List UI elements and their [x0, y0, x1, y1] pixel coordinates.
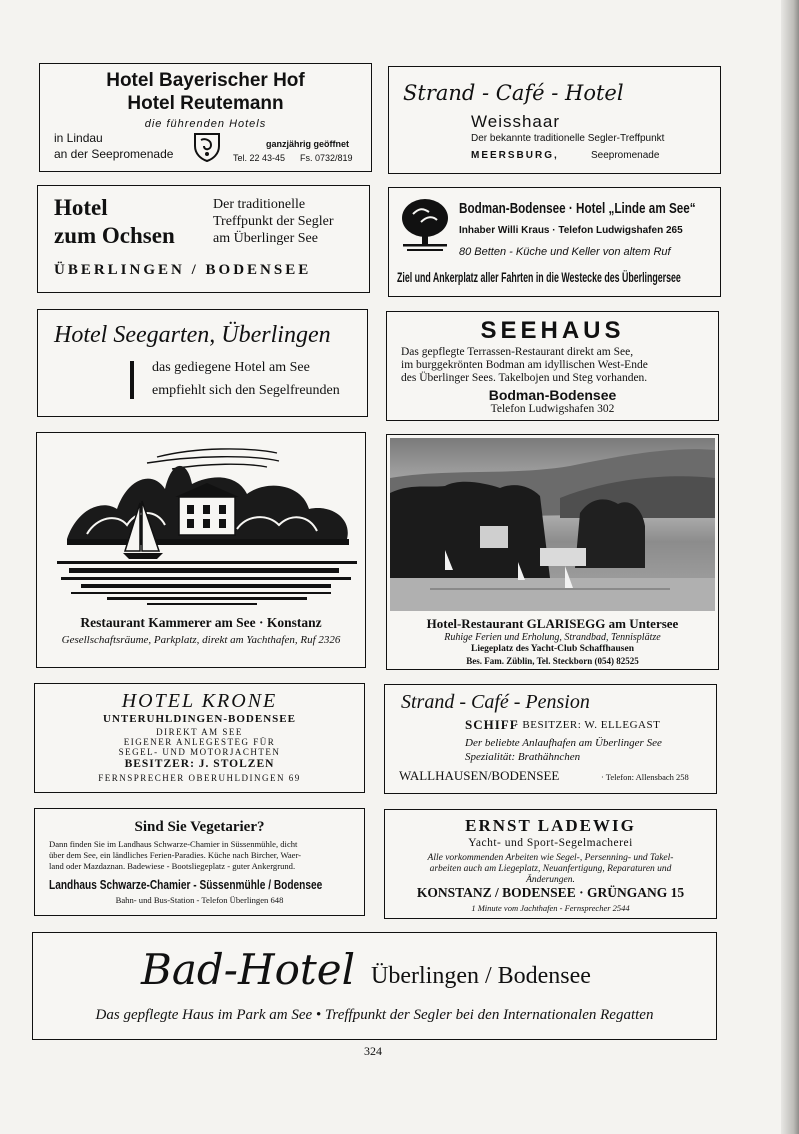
ad-town: ÜBERLINGEN / BODENSEE [54, 262, 312, 278]
ad-line1: UNTERUHLDINGEN-BODENSEE [103, 713, 296, 725]
ad-text-line3: des Überlinger Sees. Takelbojen und Steg vorhanden. [401, 372, 648, 384]
ad-pension-schiff [384, 684, 717, 794]
page-number: 324 [364, 1044, 382, 1058]
lake-house-drawing [47, 439, 359, 609]
ad-line3: Bes. Fam. Züblin, Tel. Steckborn (054) 82525 [466, 656, 639, 666]
ad-owner: BESITZER: J. STOLZEN [124, 758, 275, 770]
ad-text-line3: Änderungen. [526, 875, 575, 885]
ad-title: Bodman-Bodensee · Hotel „Linde am See“ [459, 200, 696, 217]
hotel-crest-icon [193, 132, 221, 162]
ad-hotel-seegarten [37, 309, 368, 417]
ad-title: Hotel Seegarten, Überlingen [54, 322, 331, 348]
ad-title-line1: Hotel Bayerischer Hof [106, 70, 305, 91]
ad-fernschreiber: Fs. 0732/819 [300, 153, 353, 163]
ad-bad-hotel [32, 932, 717, 1040]
ad-hotel-name: Weisshaar [471, 112, 560, 131]
ad-title-line1: Hotel [54, 195, 108, 220]
ad-line1: Ruhige Ferien und Erholung, Strandbad, Tennisplätze [444, 632, 661, 643]
ad-location-line1: in Lindau [54, 131, 103, 145]
ad-hotel-krone [34, 683, 365, 793]
ad-line2: Liegeplatz des Yacht-Club Schaffhausen [470, 644, 634, 654]
ad-restaurant-kammerer [36, 432, 366, 668]
ad-title: Sind Sie Vegetarier? [134, 819, 265, 835]
ad-station: Bahn- und Bus-Station - Telefon Überlingen 648 [115, 895, 284, 905]
ad-telephone: Tel. 22 43-45 [233, 153, 286, 163]
lake-photo [390, 438, 715, 611]
ad-tagline: die führenden Hotels [144, 118, 267, 130]
ad-telephone: FERNSPRECHER OBERUHLDINGEN 69 [98, 773, 301, 783]
ad-owner: Inhaber Willi Kraus · Telefon Ludwigshafen 265 [459, 225, 683, 236]
ad-title: Strand - Café - Pension [401, 691, 590, 713]
ad-address: KONSTANZ / BODENSEE · GRÜNGANG 15 [416, 885, 685, 900]
ad-subtitle: Gesellschaftsräume, Parkplatz, direkt am Yachthafen, Ruf 2326 [61, 634, 341, 646]
ad-text-line1: Alle vorkommenden Arbeiten wie Segel-, Persenning- und Takel- [427, 853, 674, 863]
ad-vertical-rule [130, 361, 134, 399]
ad-text-line3: land oder Mazdaznan. Badewiese - Bootsliegeplatz - guter Ankergrund. [49, 861, 296, 871]
ad-owner: · BESITZER: W. ELLEGAST [515, 719, 661, 731]
ad-text-line2: über dem See, ein ländliches Ferien-Paradies. Küche nach Bircher, Waer- [49, 850, 302, 860]
page-edge-shadow [781, 0, 799, 1134]
ad-title: Restaurant Kammerer am See · Konstanz [80, 615, 322, 630]
ad-title-line2: Hotel Reutemann [127, 93, 284, 114]
ad-text-line2: arbeiten auch am Liegeplatz, Neuanfertigung, Reparaturen und [429, 864, 672, 874]
ad-description: Der bekannte traditionelle Segler-Treffpunkt [471, 133, 665, 144]
ad-place: Überlingen / Bodensee [371, 963, 591, 989]
ad-telephone: · Telefon: Allensbach 258 [601, 772, 689, 782]
ad-street: Seepromenade [591, 150, 660, 161]
ad-seehaus [386, 311, 719, 421]
ad-strand-cafe-hotel-weisshaar [388, 66, 721, 174]
ad-line4: SEGEL- UND MOTORJACHTEN [118, 747, 281, 757]
ad-line3: EIGENER ANLEGESTEG FÜR [123, 737, 276, 747]
ad-ernst-ladewig [384, 809, 717, 919]
ad-line1: Der beliebte Anlaufhafen am Überlinger See [465, 737, 662, 749]
ad-place: Bodman-Bodensee [488, 387, 617, 403]
ad-text-line2: im burggekrönten Bodman am idyllischen West-Ende [401, 359, 648, 371]
ad-town: WALLHAUSEN/BODENSEE [399, 768, 560, 783]
ad-title: Bad-Hotel [141, 945, 356, 994]
ad-destination: Ziel und Ankerplatz aller Fahrten in die Westecke des Überlingersee [397, 269, 681, 285]
ad-hotel-linde-am-see [388, 187, 721, 297]
ad-hotel-glarisegg [386, 434, 719, 670]
ad-location-line2: an der Seepromenade [54, 147, 174, 161]
ad-line1: das gediegene Hotel am See [152, 360, 310, 375]
ad-line2: DIREKT AM SEE [156, 727, 243, 737]
ad-text-line1: Das gepflegte Terrassen-Restaurant direkt am See, [401, 346, 634, 358]
ad-landhaus-schwarze-chamier [34, 808, 365, 916]
ad-distance: 1 Minute vom Jachthafen - Fernsprecher 2544 [471, 903, 630, 913]
ad-open-info: ganzjährig geöffnet [266, 139, 349, 149]
ad-subtitle: Yacht- und Sport-Segelmacherei [468, 837, 633, 849]
lake-photo-scene [390, 438, 715, 611]
ad-title: HOTEL KRONE [121, 690, 278, 712]
ad-title: ERNST LADEWIG [465, 816, 636, 835]
ad-title: SEEHAUS [480, 317, 625, 344]
ad-tagline-line3: am Überlinger See [213, 231, 318, 246]
ad-town: MEERSBURG, [471, 150, 559, 161]
ad-text-line1: Dann finden Sie im Landhaus Schwarze-Chamier in Süssenmühle, dicht [49, 839, 298, 849]
ad-hotel-bayerischer-hof [39, 63, 372, 172]
restaurant-illustration [47, 439, 359, 609]
ad-tagline-line2: Treffpunkt der Segler [213, 214, 334, 229]
tree-logo-icon [399, 196, 451, 256]
ad-beds-kitchen: 80 Betten - Küche und Keller von altem Ruf [459, 246, 671, 258]
ad-title-line2: zum Ochsen [54, 223, 175, 248]
ad-script-title: Strand - Café - Hotel [403, 81, 624, 105]
ad-line2: empfiehlt sich den Segelfreunden [152, 383, 340, 398]
ad-name: SCHIFF [465, 717, 519, 732]
ad-telephone: Telefon Ludwigshafen 302 [490, 403, 615, 415]
ad-title: Hotel-Restaurant GLARISEGG am Untersee [426, 616, 679, 631]
ad-slogan: Das gepflegte Haus im Park am See • Treffpunkt der Segler bei den Internationalen Regatten [95, 1007, 654, 1023]
ad-name: Landhaus Schwarze-Chamier - Süssenmühle / Bodensee [49, 877, 323, 892]
ad-hotel-zum-ochsen [37, 185, 370, 293]
ad-line2: Spezialität: Brathähnchen [465, 751, 581, 763]
ad-tagline-line1: Der traditionelle [213, 197, 306, 212]
